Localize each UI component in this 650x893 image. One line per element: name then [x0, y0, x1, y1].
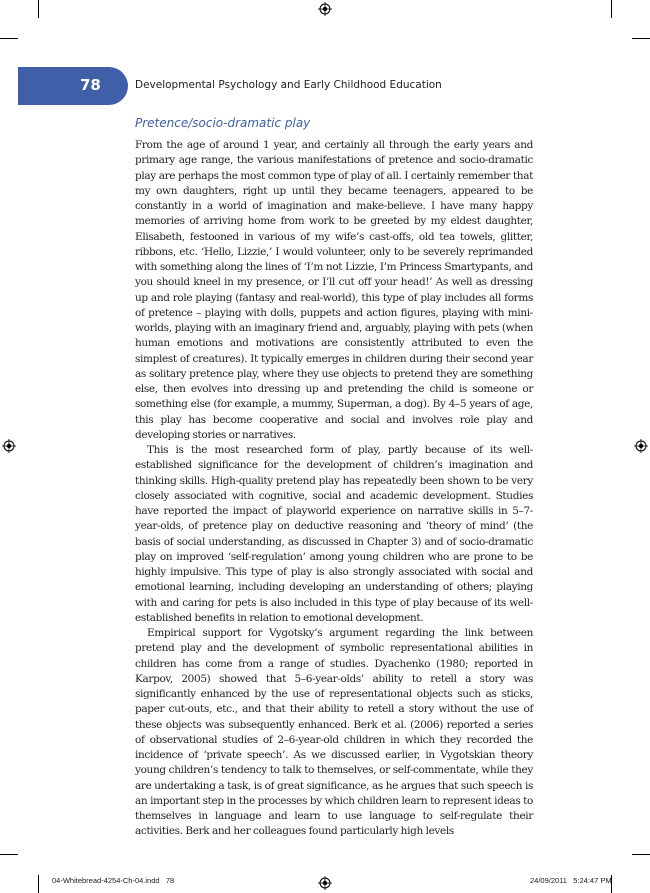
slug-timestamp: 24/09/2011 5:24:47 PM — [530, 876, 612, 885]
registration-mark-icon — [634, 439, 648, 453]
registration-mark-icon — [2, 439, 16, 453]
paragraph: Empirical support for Vygotsky’s argument regarding the link between pretend play and the development of symbolic representational abilities in children has come from a range of studies. Dyachenko (1980; reported in Karpov, 2005) showed that 5–6-year-olds’ ability to retell a story was significantly enhanced by the use of representational objects such as sticks, paper cut-outs, etc., and that their ability to retell a story without the use of these objects was subsequently enhanced. Berk et al. (2006) reported a series of observational studies of 2–6-year-old children in which they recorded the incidence of ‘private speech’. As we discussed earlier, in Vygotskian theory young children’s tendency to talk to themselves, or self-commentate, while they are undertaking a task, is of great significance, as he argues that such speech is an important step in the processes by which children learn to represent ideas to themselves in language and learn to use language to self-regulate their activities. Berk and her colleagues found particularly high levels — [135, 627, 533, 838]
crop-mark — [38, 875, 39, 893]
crop-mark — [38, 0, 39, 18]
page-number: 78 — [80, 76, 101, 94]
crop-mark — [632, 38, 650, 39]
paragraph: From the age of around 1 year, and certainly all through the early years and primary age range, the various manifestations of pretence and socio-dramatic play are perhaps the most common type of play of all. I certainly remember that my own daughters, right up until they became teenagers, appeared to be constantly in a world of imagination and make-believe. I have many happy memories of arriving home from work to be greeted by my eldest daughter, Elisabeth, festooned in various of my wife’s cast-offs, old tea towels, glitter, ribbons, etc. ‘Hello, Lizzie,’ I would volunteer, only to be severely reprimanded with something along the lines of ‘I’m not Lizzie, I’m Princess Smartypants, and you should kneel in my presence, or I’ll cut off your head!’ As well as dressing up and role playing (fantasy and real-world), this type of play includes all forms of pretence – playing with dolls, puppets and action figures, playing with mini-worlds, playing with an imaginary friend and, arguably, playing with pets (when human emotions and motivations are consistently attributed to even the simplest of creatures). It typically emerges in children during their second year as solitary pretence play, where they use objects to pretend they are something else, then evolves into dressing up and pretending the child is someone or something else (for example, a mummy, Superman, a dog). By 4–5 years of age, this play has become cooperative and social and involves role play and developing stories or narratives. — [135, 139, 533, 441]
crop-mark — [632, 854, 650, 855]
crop-mark — [611, 0, 612, 18]
registration-mark-icon — [318, 2, 332, 16]
section-heading: Pretence/socio-dramatic play — [135, 116, 311, 130]
crop-mark — [0, 854, 18, 855]
registration-mark-icon — [318, 876, 332, 890]
body-text — [135, 138, 533, 840]
crop-mark — [0, 38, 18, 39]
running-title: Developmental Psychology and Early Childhood Education — [135, 79, 442, 91]
paragraph: This is the most researched form of play, partly because of its well-established significance for the development of children’s imagination and thinking skills. High-quality pretend play has repeatedly been shown to be very closely associated with cognitive, social and academic development. Studies have reported the impact of playworld experience on narrative skills in 5–7-year-olds, of pretence play on deductive reasoning and ‘theory of mind’ (the basis of social understanding, as discussed in Chapter 3) and of socio-dramatic play on improved ‘self-regulation’ among young children who are prone to be highly impulsive. This type of play is also strongly associated with social and emotional learning, including developing an understanding of others; playing with and caring for pets is also included in this type of play because of its well-established benefits in relation to emotional development. — [135, 444, 533, 624]
slug-file-name: 04-Whitebread-4254-Ch-04.indd 78 — [52, 876, 175, 885]
